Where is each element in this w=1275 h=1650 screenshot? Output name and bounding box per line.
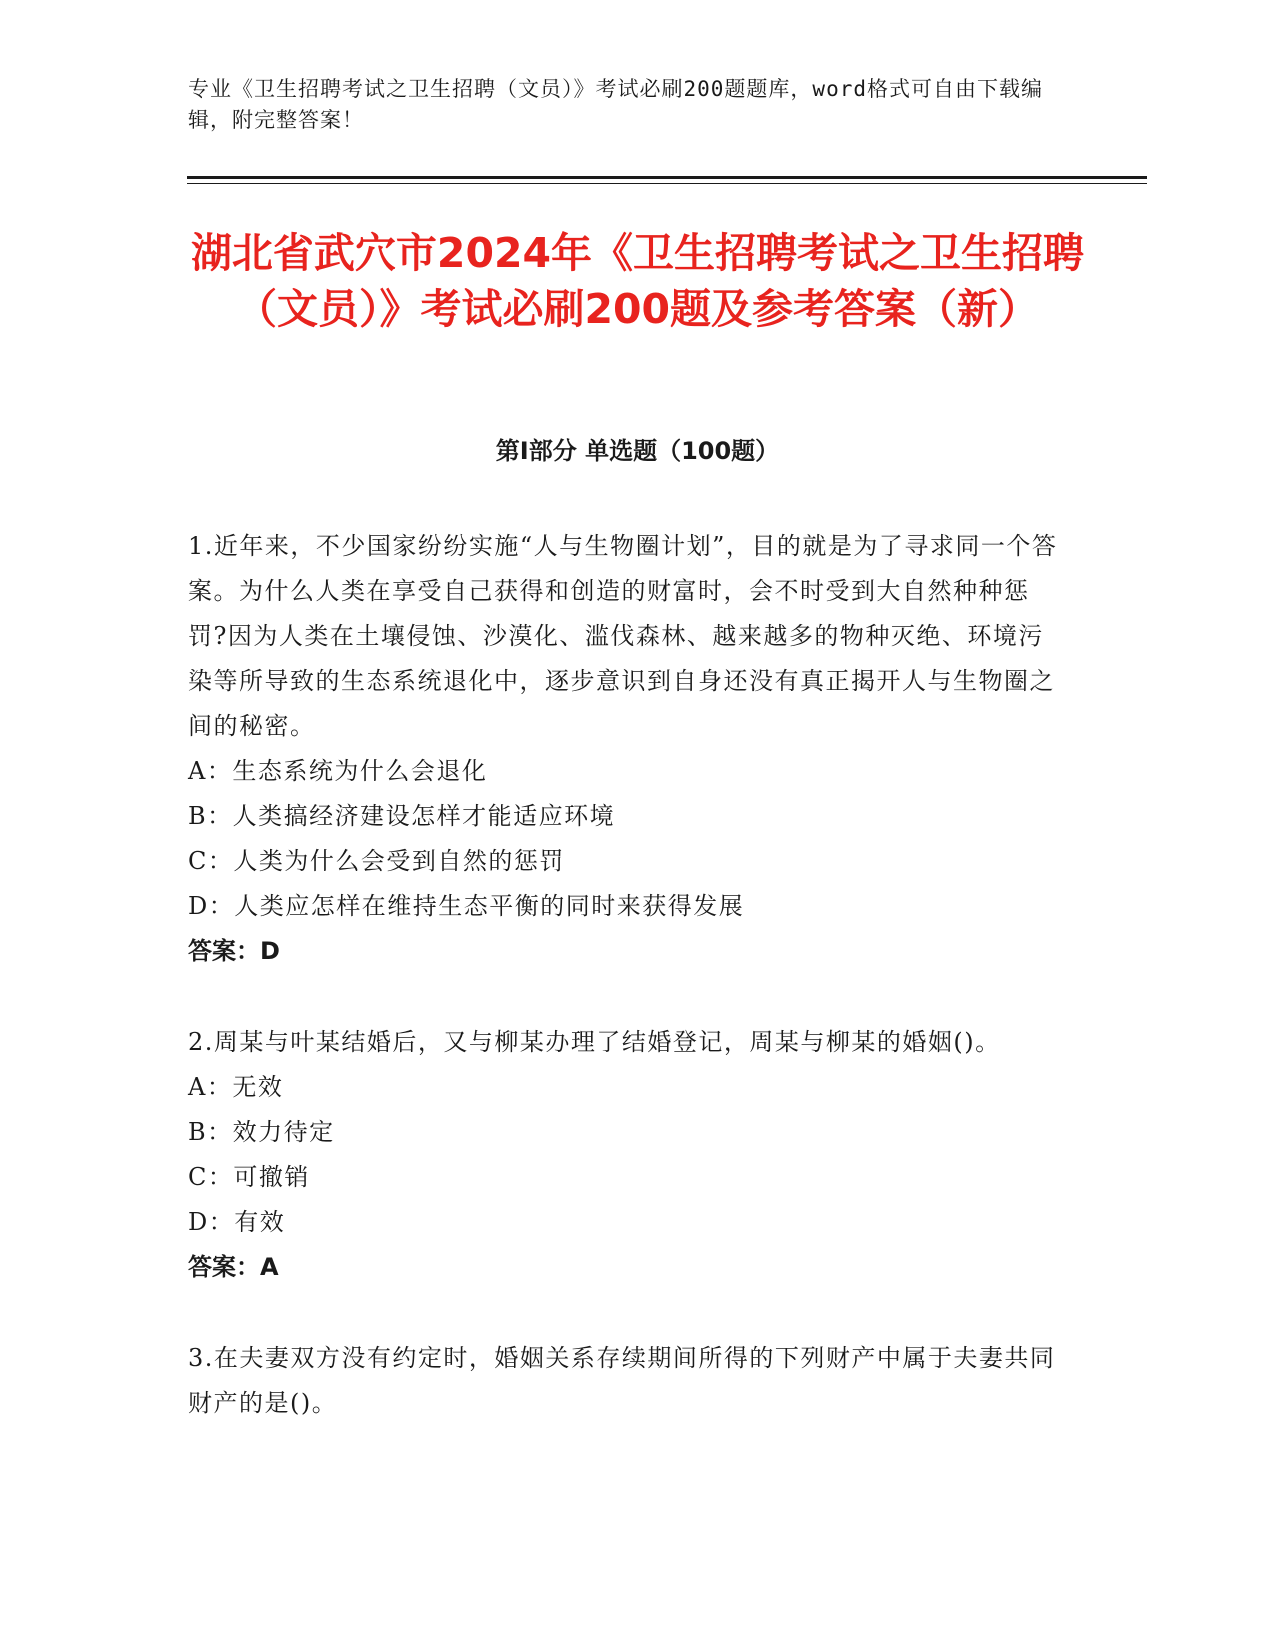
- question-stem: 1.近年来，不少国家纷纷实施“人与生物圈计划”，目的就是为了寻求同一个答案。为什么人类在享受自己获得和创造的财富时，会不时受到大自然种种惩罚?因为人类在土壤侵蚀、沙漠化、滥伐森林、越来越多的物种灭绝、环境污染等所导致的生态系统退化中，逐步意识到自身还没有真正揭开人与生物圈之间的秘密。: [188, 532, 1058, 740]
- header-rule-thin: [187, 183, 1147, 184]
- answer-line: 答案：D: [188, 937, 280, 965]
- question-stem: 2.周某与叶某结婚后，又与柳某办理了结婚登记，周某与柳某的婚姻()。: [188, 1028, 1001, 1056]
- option-d: D：人类应怎样在维持生态平衡的同时来获得发展: [188, 892, 745, 920]
- option-d: D：有效: [188, 1208, 286, 1236]
- option-a: A：无效: [188, 1073, 284, 1101]
- document-title: 湖北省武穴市2024年《卫生招聘考试之卫生招聘（文员）》考试必刷200题及参考答案（新）: [190, 229, 1085, 333]
- option-c: C：人类为什么会受到自然的惩罚: [188, 847, 565, 875]
- question-2: [188, 1020, 1068, 1290]
- option-b: B：效力待定: [188, 1118, 335, 1146]
- question-stem: 3.在夫妻双方没有约定时，婚姻关系存续期间所得的下列财产中属于夫妻共同财产的是()。: [188, 1344, 1056, 1417]
- answer-line: 答案：A: [188, 1253, 279, 1281]
- option-b: B：人类搞经济建设怎样才能适应环境: [188, 802, 616, 830]
- question-list: [188, 524, 1068, 1472]
- header-note: 专业《卫生招聘考试之卫生招聘（文员）》考试必刷200题题库，word格式可自由下载编辑，附完整答案！: [188, 77, 1043, 132]
- question-3: [188, 1336, 1068, 1426]
- header-rule-thick: [187, 176, 1147, 179]
- option-a: A：生态系统为什么会退化: [188, 757, 488, 785]
- option-c: C：可撤销: [188, 1163, 310, 1191]
- section-heading: 第Ⅰ部分 单选题（100题）: [495, 437, 780, 465]
- question-1: [188, 524, 1068, 974]
